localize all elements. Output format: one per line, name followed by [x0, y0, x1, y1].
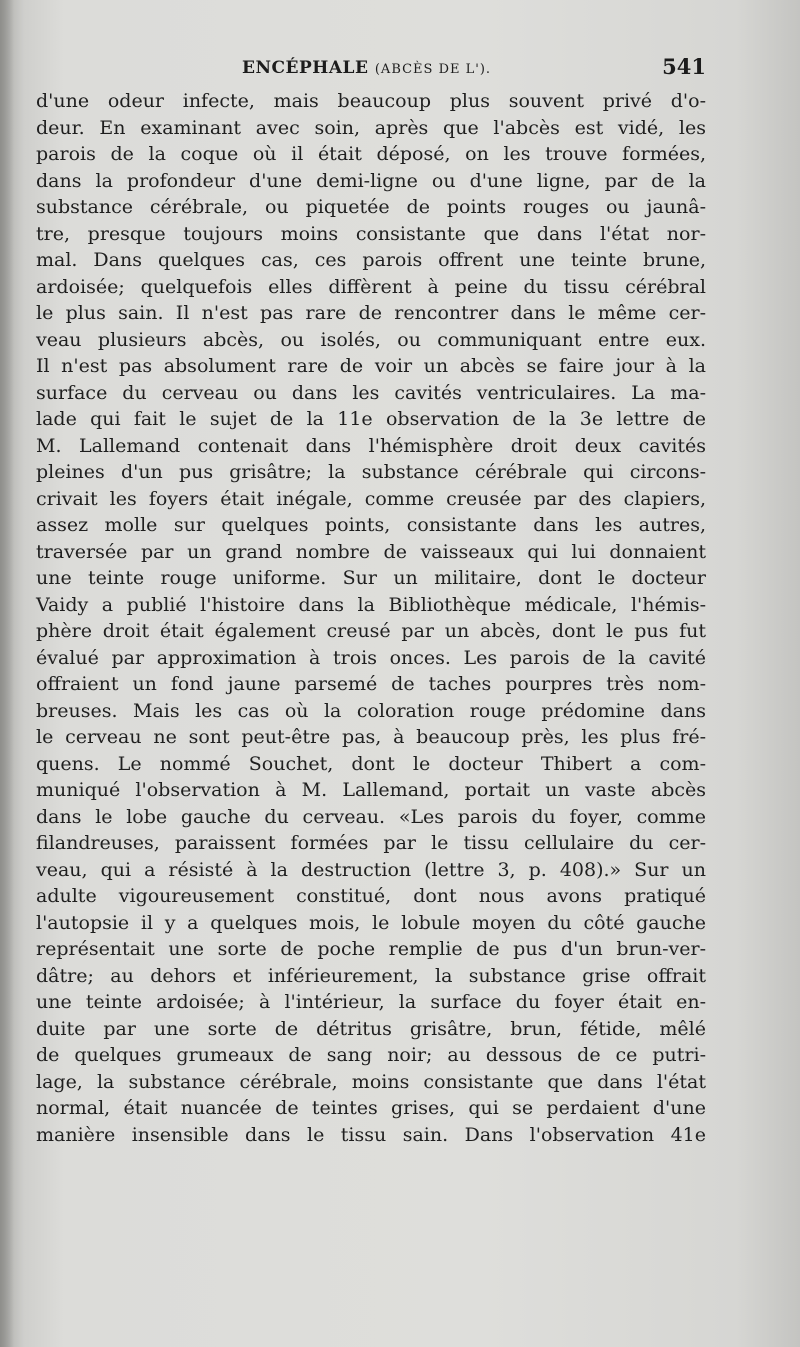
text-line: Vaidy a publié l'histoire dans la Bibliothèque médicale, l'hémis-	[36, 593, 706, 616]
text-line: quens. Le nommé Souchet, dont le docteur Thibert a com-	[36, 752, 706, 775]
running-head	[36, 50, 706, 86]
text-line: le plus sain. Il n'est pas rare de rencontrer dans le même cer-	[36, 302, 706, 324]
text-line: dans la profondeur d'une demi-ligne ou d'une ligne, par de la	[36, 169, 706, 192]
text-line: crivait les foyers était inégale, comme creusée par des clapiers,	[36, 487, 706, 510]
text-line: dans le lobe gauche du cerveau. «Les parois du foyer, comme	[36, 805, 706, 828]
running-head-title	[242, 58, 491, 78]
text-line: normal, était nuancée de teintes grises, qui se perdaient d'une	[36, 1097, 706, 1119]
text-line: adulte vigoureusement constitué, dont nous avons pratiqué	[36, 885, 706, 907]
text-line: breuses. Mais les cas où la coloration rouge prédomine dans	[36, 699, 706, 722]
text-line: deur. En examinant avec soin, après que l'abcès est vidé, les	[36, 116, 706, 139]
text-line: muniqué l'observation à M. Lallemand, portait un vaste abcès	[36, 779, 706, 801]
text-line: Il n'est pas absolument rare de voir un abcès se faire jour à la	[36, 355, 706, 377]
text-line: lade qui fait le sujet de la 11e observation de la 3e lettre de	[36, 408, 706, 430]
text-line: manière insensible dans le tissu sain. Dans l'observation 41e	[36, 1123, 706, 1146]
text-line: lage, la substance cérébrale, moins consistante que dans l'état	[36, 1070, 706, 1093]
text-line: assez molle sur quelques points, consistante dans les autres,	[36, 514, 706, 536]
text-line: d'une odeur infecte, mais beaucoup plus souvent privé d'o-	[36, 90, 706, 112]
text-line: évalué par approximation à trois onces. Les parois de la cavité	[36, 646, 706, 669]
text-line: substance cérébrale, ou piquetée de points rouges ou jaunâ-	[36, 196, 706, 218]
text-line: pleines d'un pus grisâtre; la substance cérébrale qui circons-	[36, 461, 706, 483]
running-head-sub: (ABCÈS DE L').	[374, 62, 492, 77]
text-line: représentait une sorte de poche remplie de pus d'un brun-ver-	[36, 938, 706, 960]
spine-shadow	[0, 0, 14, 1347]
text-line: surface du cerveau ou dans les cavités ventriculaires. La ma-	[36, 381, 706, 404]
body-text	[36, 88, 706, 1148]
text-line: veau, qui a résisté à la destruction (lettre 3, p. 408).» Sur un	[36, 858, 706, 881]
text-line: une teinte ardoisée; à l'intérieur, la surface du foyer était en-	[36, 991, 706, 1013]
text-line: tre, presque toujours moins consistante que dans l'état nor-	[36, 222, 706, 245]
text-line: ardoisée; quelquefois elles diffèrent à peine du tissu cérébral	[36, 275, 706, 298]
text-line: mal. Dans quelques cas, ces parois offrent une teinte brune,	[36, 249, 706, 271]
text-line: filandreuses, paraissent formées par le tissu cellulaire du cer-	[36, 832, 706, 854]
text-line: parois de la coque où il était déposé, on les trouve formées,	[36, 143, 706, 165]
running-head-main: ENCÉPHALE	[242, 58, 369, 78]
text-line: M. Lallemand contenait dans l'hémisphère droit deux cavités	[36, 434, 706, 457]
text-line: phère droit était également creusé par un abcès, dont le pus fut	[36, 620, 706, 642]
text-line: de quelques grumeaux de sang noir; au dessous de ce putri-	[36, 1044, 706, 1066]
text-line: offraient un fond jaune parsemé de taches pourpres très nom-	[36, 673, 706, 695]
text-line: veau plusieurs abcès, ou isolés, ou communiquant entre eux.	[36, 328, 706, 351]
text-line: le cerveau ne sont peut-être pas, à beaucoup près, les plus fré-	[36, 726, 706, 748]
text-line: une teinte rouge uniforme. Sur un militaire, dont le docteur	[36, 567, 706, 589]
text-line: l'autopsie il y a quelques mois, le lobule moyen du côté gauche	[36, 911, 706, 934]
page-number: 541	[662, 54, 706, 79]
text-line: dâtre; au dehors et inférieurement, la substance grise offrait	[36, 964, 706, 987]
text-line: traversée par un grand nombre de vaisseaux qui lui donnaient	[36, 540, 706, 563]
text-line: duite par une sorte de détritus grisâtre, brun, fétide, mêlé	[36, 1017, 706, 1040]
